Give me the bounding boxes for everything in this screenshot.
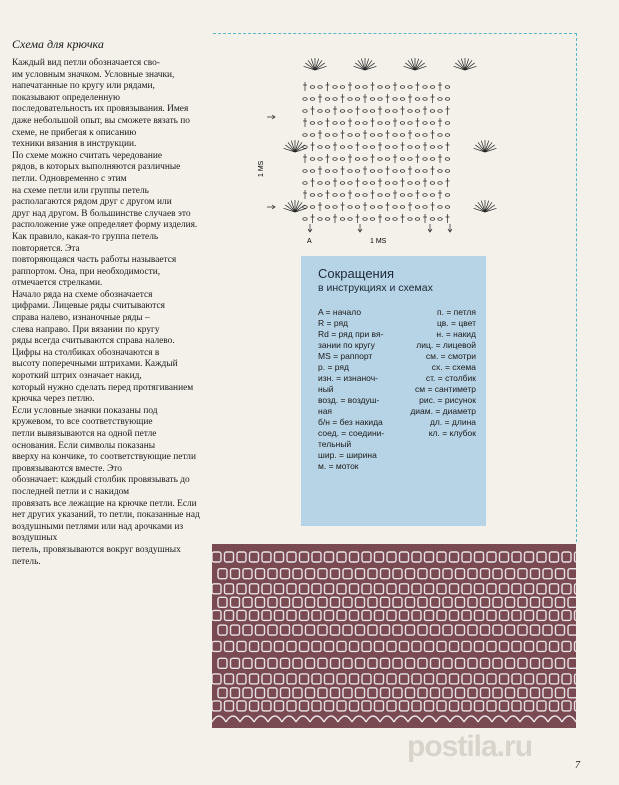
chart-symbol <box>333 158 337 161</box>
body-line: показывают определенную последовательность их провязывания. Имея <box>12 92 189 115</box>
chart-symbol <box>400 134 404 137</box>
chart-symbol <box>340 218 344 221</box>
abbreviation-right: ст. = столбик <box>425 373 476 383</box>
chart-symbol <box>348 98 352 101</box>
abbreviation-right: диам. = диаметр <box>410 406 476 416</box>
chart-symbol <box>303 110 307 113</box>
chart-symbol <box>430 158 434 161</box>
chart-symbol <box>378 86 382 89</box>
chart-symbol <box>333 170 337 173</box>
body-line: кружевом, то все соответствующие <box>12 417 153 428</box>
chart-symbol <box>340 182 344 185</box>
chart-symbol <box>408 146 412 149</box>
chart-symbol <box>318 110 322 113</box>
chart-label-ms-vertical: 1 MS <box>258 160 265 177</box>
chart-symbol <box>340 194 344 197</box>
abbreviation-right: дл. = длина <box>429 417 476 427</box>
abbreviations-list <box>318 307 476 472</box>
chart-symbol <box>355 194 359 197</box>
chart-symbol <box>423 134 427 137</box>
chart-symbol <box>385 182 389 185</box>
chart-symbol <box>333 134 337 137</box>
chart-label-a: A <box>307 238 312 245</box>
chart-symbol <box>333 194 337 197</box>
body-line: Каждый вид петли обозначается сво- <box>12 58 160 68</box>
chart-symbol <box>430 146 434 149</box>
body-line: Цифры на столбиках обозначаются в <box>12 347 160 358</box>
body-line: техники вязания в инструкции. <box>12 139 137 150</box>
body-line: вверху на кончике, то соответствующие петли провязываются вместе. Это <box>12 452 197 474</box>
abbreviation-row <box>318 318 476 329</box>
abbreviation-row <box>318 406 476 417</box>
chart-symbol <box>318 158 322 161</box>
chart-symbol <box>430 86 434 89</box>
chart-symbol <box>363 194 367 197</box>
chart-symbol <box>318 122 322 125</box>
chart-symbol <box>423 98 427 101</box>
chart-symbol <box>303 134 307 137</box>
chart-symbol <box>363 182 367 185</box>
body-line: друг над другом. В большинстве случаев это расположение уже определяет форму изделия. Как правило, какая-то группа петель повторяется. Эта <box>12 208 198 254</box>
chart-symbol <box>370 218 374 221</box>
body-line: ряды всегда считываются справа налево. <box>12 336 175 347</box>
chart-symbol <box>363 146 367 149</box>
abbreviation-row <box>318 329 476 340</box>
chart-symbol <box>310 86 314 89</box>
abbreviation-row <box>318 384 476 395</box>
abbreviation-left: ный <box>318 384 334 394</box>
chart-symbol <box>318 146 322 149</box>
chart-symbol <box>355 98 359 101</box>
chart-symbol <box>438 110 442 113</box>
chart-symbol <box>430 122 434 125</box>
abbreviation-row <box>318 450 476 461</box>
body-line: справа налево, изнаночные ряды – <box>12 313 150 324</box>
chart-symbol <box>415 110 419 113</box>
abbreviation-left: изн. = изнаноч- <box>318 373 378 383</box>
chart-symbol <box>370 98 374 101</box>
chart-symbol <box>385 110 389 113</box>
abbreviation-row <box>318 417 476 428</box>
chart-symbol <box>408 158 412 161</box>
body-line: слева направо. При вязании по кругу <box>12 324 160 335</box>
abbreviation-right: лиц. = лицевой <box>416 340 476 350</box>
abbreviation-row <box>318 340 476 351</box>
body-line: обозначает: каждый столбик провязывать до последней петли и с накидом <box>12 475 190 497</box>
chart-symbol <box>355 134 359 137</box>
chart-symbol <box>430 110 434 113</box>
chart-symbol <box>400 158 404 161</box>
chart-symbol <box>415 134 419 137</box>
chart-symbol <box>333 206 337 209</box>
abbreviation-row <box>318 428 476 439</box>
chart-symbol <box>310 122 314 125</box>
abbreviation-right: рис. = рисунок <box>419 395 476 405</box>
chart-symbol <box>438 182 442 185</box>
chart-symbol <box>408 122 412 125</box>
chart-symbol <box>355 86 359 89</box>
abbreviation-row <box>318 351 476 362</box>
abbreviation-row <box>318 461 476 472</box>
chart-symbol <box>438 146 442 149</box>
body-line: петель, провязываются вокруг воздушных петель. <box>12 544 181 567</box>
chart-symbol <box>378 158 382 161</box>
chart-symbol <box>378 170 382 173</box>
chart-symbol <box>438 98 442 101</box>
chart-symbol <box>348 146 352 149</box>
page-number: 7 <box>575 760 580 771</box>
chart-symbol <box>385 86 389 89</box>
chart-symbol <box>318 218 322 221</box>
chart-symbol <box>325 98 329 101</box>
body-line: провязать все лежащие на крючке петли. Если нет других указаний, то петли, показанные над воздушными петлями или над арочками из воздушных <box>12 498 200 544</box>
chart-symbol <box>415 206 419 209</box>
chart-symbol <box>310 206 314 209</box>
chart-symbol <box>333 98 337 101</box>
chart-symbol <box>445 194 449 197</box>
chart-symbol <box>423 158 427 161</box>
abbreviation-left: соед. = соедини- <box>318 428 385 438</box>
chart-symbol <box>423 206 427 209</box>
chart-symbol <box>393 134 397 137</box>
abbreviation-row <box>318 439 476 450</box>
chart-symbol <box>355 206 359 209</box>
chart-symbol <box>408 194 412 197</box>
chart-symbol <box>378 194 382 197</box>
abbreviation-row <box>318 362 476 373</box>
chart-symbol <box>325 206 329 209</box>
chart-symbol <box>393 146 397 149</box>
chart-symbol <box>318 182 322 185</box>
chart-symbol <box>370 134 374 137</box>
body-line: цифрами. Лицевые ряды считываются <box>12 301 165 312</box>
chart-symbol <box>393 170 397 173</box>
chart-symbol <box>303 170 307 173</box>
chart-symbol <box>408 110 412 113</box>
body-line: напечатанные по кругу или рядами, <box>12 81 155 92</box>
chart-symbol <box>303 98 307 101</box>
chart-symbol <box>310 194 314 197</box>
chart-symbol <box>340 110 344 113</box>
chart-symbol <box>325 110 329 113</box>
chart-symbol <box>355 158 359 161</box>
abbreviation-row <box>318 307 476 318</box>
chart-symbol <box>393 218 397 221</box>
chart-symbol <box>355 170 359 173</box>
chart-symbol <box>400 206 404 209</box>
chart-symbol <box>348 218 352 221</box>
chart-symbol <box>415 182 419 185</box>
chart-symbol <box>438 218 442 221</box>
chart-symbol <box>385 122 389 125</box>
chart-symbol <box>400 86 404 89</box>
chart-symbol <box>408 86 412 89</box>
chart-symbol <box>430 218 434 221</box>
abbreviation-right: цв. = цвет <box>436 318 476 328</box>
chart-symbol <box>363 122 367 125</box>
chart-symbol <box>363 86 367 89</box>
chart-symbol <box>415 218 419 221</box>
chart-symbol <box>378 122 382 125</box>
chart-symbol <box>355 122 359 125</box>
abbreviation-row <box>318 373 476 384</box>
chart-symbol <box>340 158 344 161</box>
chart-symbol <box>393 182 397 185</box>
abbreviation-left: тельный <box>318 439 352 449</box>
chart-symbol <box>378 134 382 137</box>
chart-symbol <box>370 146 374 149</box>
abbreviation-left: шир. = ширина <box>318 450 377 460</box>
chart-symbol <box>445 86 449 89</box>
body-line: высоту поперечными штрихами. Каждый короткий штрих означает накид, <box>12 359 178 382</box>
chart-symbol <box>408 182 412 185</box>
abbreviation-right: п. = петля <box>437 307 476 317</box>
chart-symbol <box>310 170 314 173</box>
chart-symbol <box>310 158 314 161</box>
chart-symbol <box>348 206 352 209</box>
body-line: Если условные значки показаны под <box>12 405 158 416</box>
chart-symbol <box>325 134 329 137</box>
abbreviation-left: Rd = ряд при вя- <box>318 329 384 339</box>
body-line: на схеме петли или группы петель располагаются рядом друг с другом или <box>12 185 172 208</box>
chart-symbol <box>303 182 307 185</box>
abbreviation-right: см. = смотри <box>425 351 476 361</box>
chart-symbol <box>423 122 427 125</box>
chart-symbol <box>363 110 367 113</box>
chart-symbol <box>348 110 352 113</box>
chart-symbol <box>400 194 404 197</box>
chart-symbol <box>370 110 374 113</box>
chart-symbol <box>378 206 382 209</box>
chart-symbol <box>400 122 404 125</box>
page-heading: Схема для крючка <box>12 37 104 51</box>
chart-symbol <box>363 218 367 221</box>
lace-photo <box>212 544 576 728</box>
chart-symbol <box>348 170 352 173</box>
chart-symbol <box>348 134 352 137</box>
body-line: повторяющаяся часть работы называется раппортом. Она, при необходимости, отмечается стрелками. <box>12 255 177 289</box>
abbreviation-left: A = начало <box>318 307 362 317</box>
chart-symbol <box>423 86 427 89</box>
abbreviation-right: н. = накид <box>436 329 476 339</box>
abbreviation-left: ная <box>318 406 333 416</box>
abbreviation-left: б/н = без накида <box>318 417 383 427</box>
body-text <box>12 58 202 568</box>
abbreviation-left: м. = моток <box>318 461 359 471</box>
chart-symbol <box>325 170 329 173</box>
chart-symbol <box>415 170 419 173</box>
chart-symbol <box>430 182 434 185</box>
body-line: петли вывязываются на одной петле <box>12 429 157 439</box>
chart-symbol <box>393 98 397 101</box>
chart-symbol <box>400 98 404 101</box>
body-line: им условным значком. Условные значки, <box>12 69 175 80</box>
abbreviation-left: р. = ряд <box>318 362 349 372</box>
chart-symbol <box>445 122 449 125</box>
chart-symbol <box>393 110 397 113</box>
chart-symbol <box>363 158 367 161</box>
abbreviations-title: Сокращения <box>318 266 395 281</box>
chart-symbol <box>385 146 389 149</box>
chart-symbol <box>423 194 427 197</box>
chart-symbol <box>325 218 329 221</box>
chart-symbol <box>370 170 374 173</box>
abbreviation-left: зании по кругу <box>318 340 375 350</box>
chart-symbol <box>325 182 329 185</box>
chart-label-ms: 1 MS <box>370 238 387 245</box>
body-line: По схеме можно считать чередование <box>12 150 163 161</box>
body-line: рядов, в которых выполняются различные петли. Одновременно с этим <box>12 162 181 184</box>
abbreviation-right: см = сантиметр <box>414 384 476 394</box>
body-line: который нужно сделать перед протягиванием крючка через петлю. <box>12 382 194 405</box>
chart-symbol <box>378 98 382 101</box>
chart-symbol <box>370 206 374 209</box>
chart-symbol <box>400 170 404 173</box>
abbreviations-subtitle: в инструкциях и схемах <box>318 282 433 294</box>
chart-symbol <box>303 218 307 221</box>
chart-symbol <box>438 170 442 173</box>
chart-symbol <box>340 86 344 89</box>
chart-symbol <box>445 134 449 137</box>
chart-symbol <box>348 182 352 185</box>
chart-symbol <box>385 158 389 161</box>
chart-symbol <box>333 122 337 125</box>
abbreviation-left: MS = раппорт <box>318 351 373 361</box>
chart-symbol <box>340 122 344 125</box>
crochet-chart <box>255 42 505 252</box>
chart-symbol <box>445 158 449 161</box>
abbreviation-right: сх. = схема <box>431 362 476 372</box>
chart-symbol <box>370 182 374 185</box>
chart-symbol <box>408 218 412 221</box>
chart-symbol <box>393 206 397 209</box>
chart-symbol <box>445 206 449 209</box>
chart-symbol <box>423 170 427 173</box>
body-line: Начало ряда на схеме обозначается <box>12 289 153 300</box>
chart-symbol <box>385 218 389 221</box>
chart-symbol <box>318 194 322 197</box>
abbreviation-left: возд. = воздуш- <box>318 395 380 405</box>
chart-symbol <box>310 98 314 101</box>
abbreviation-row <box>318 395 476 406</box>
chart-symbol <box>340 146 344 149</box>
chart-symbol <box>415 146 419 149</box>
chart-symbol <box>445 170 449 173</box>
abbreviation-left: R = ряд <box>318 318 349 328</box>
chart-symbol <box>385 194 389 197</box>
chart-symbol <box>438 134 442 137</box>
abbreviation-right: кл. = клубок <box>428 428 476 438</box>
chart-symbol <box>438 206 442 209</box>
chart-symbol <box>325 146 329 149</box>
chart-symbol <box>318 86 322 89</box>
chart-symbol <box>430 194 434 197</box>
chart-symbol <box>445 98 449 101</box>
watermark: postila.ru <box>407 730 533 763</box>
chart-symbol <box>310 134 314 137</box>
chart-symbol <box>333 86 337 89</box>
body-line: даже небольшой опыт, вы сможете вязать по схеме, не прибегая к описанию <box>12 115 190 138</box>
chart-symbol <box>415 98 419 101</box>
abbreviations-box <box>301 256 486 526</box>
body-line: основания. Если символы показаны <box>12 440 156 451</box>
